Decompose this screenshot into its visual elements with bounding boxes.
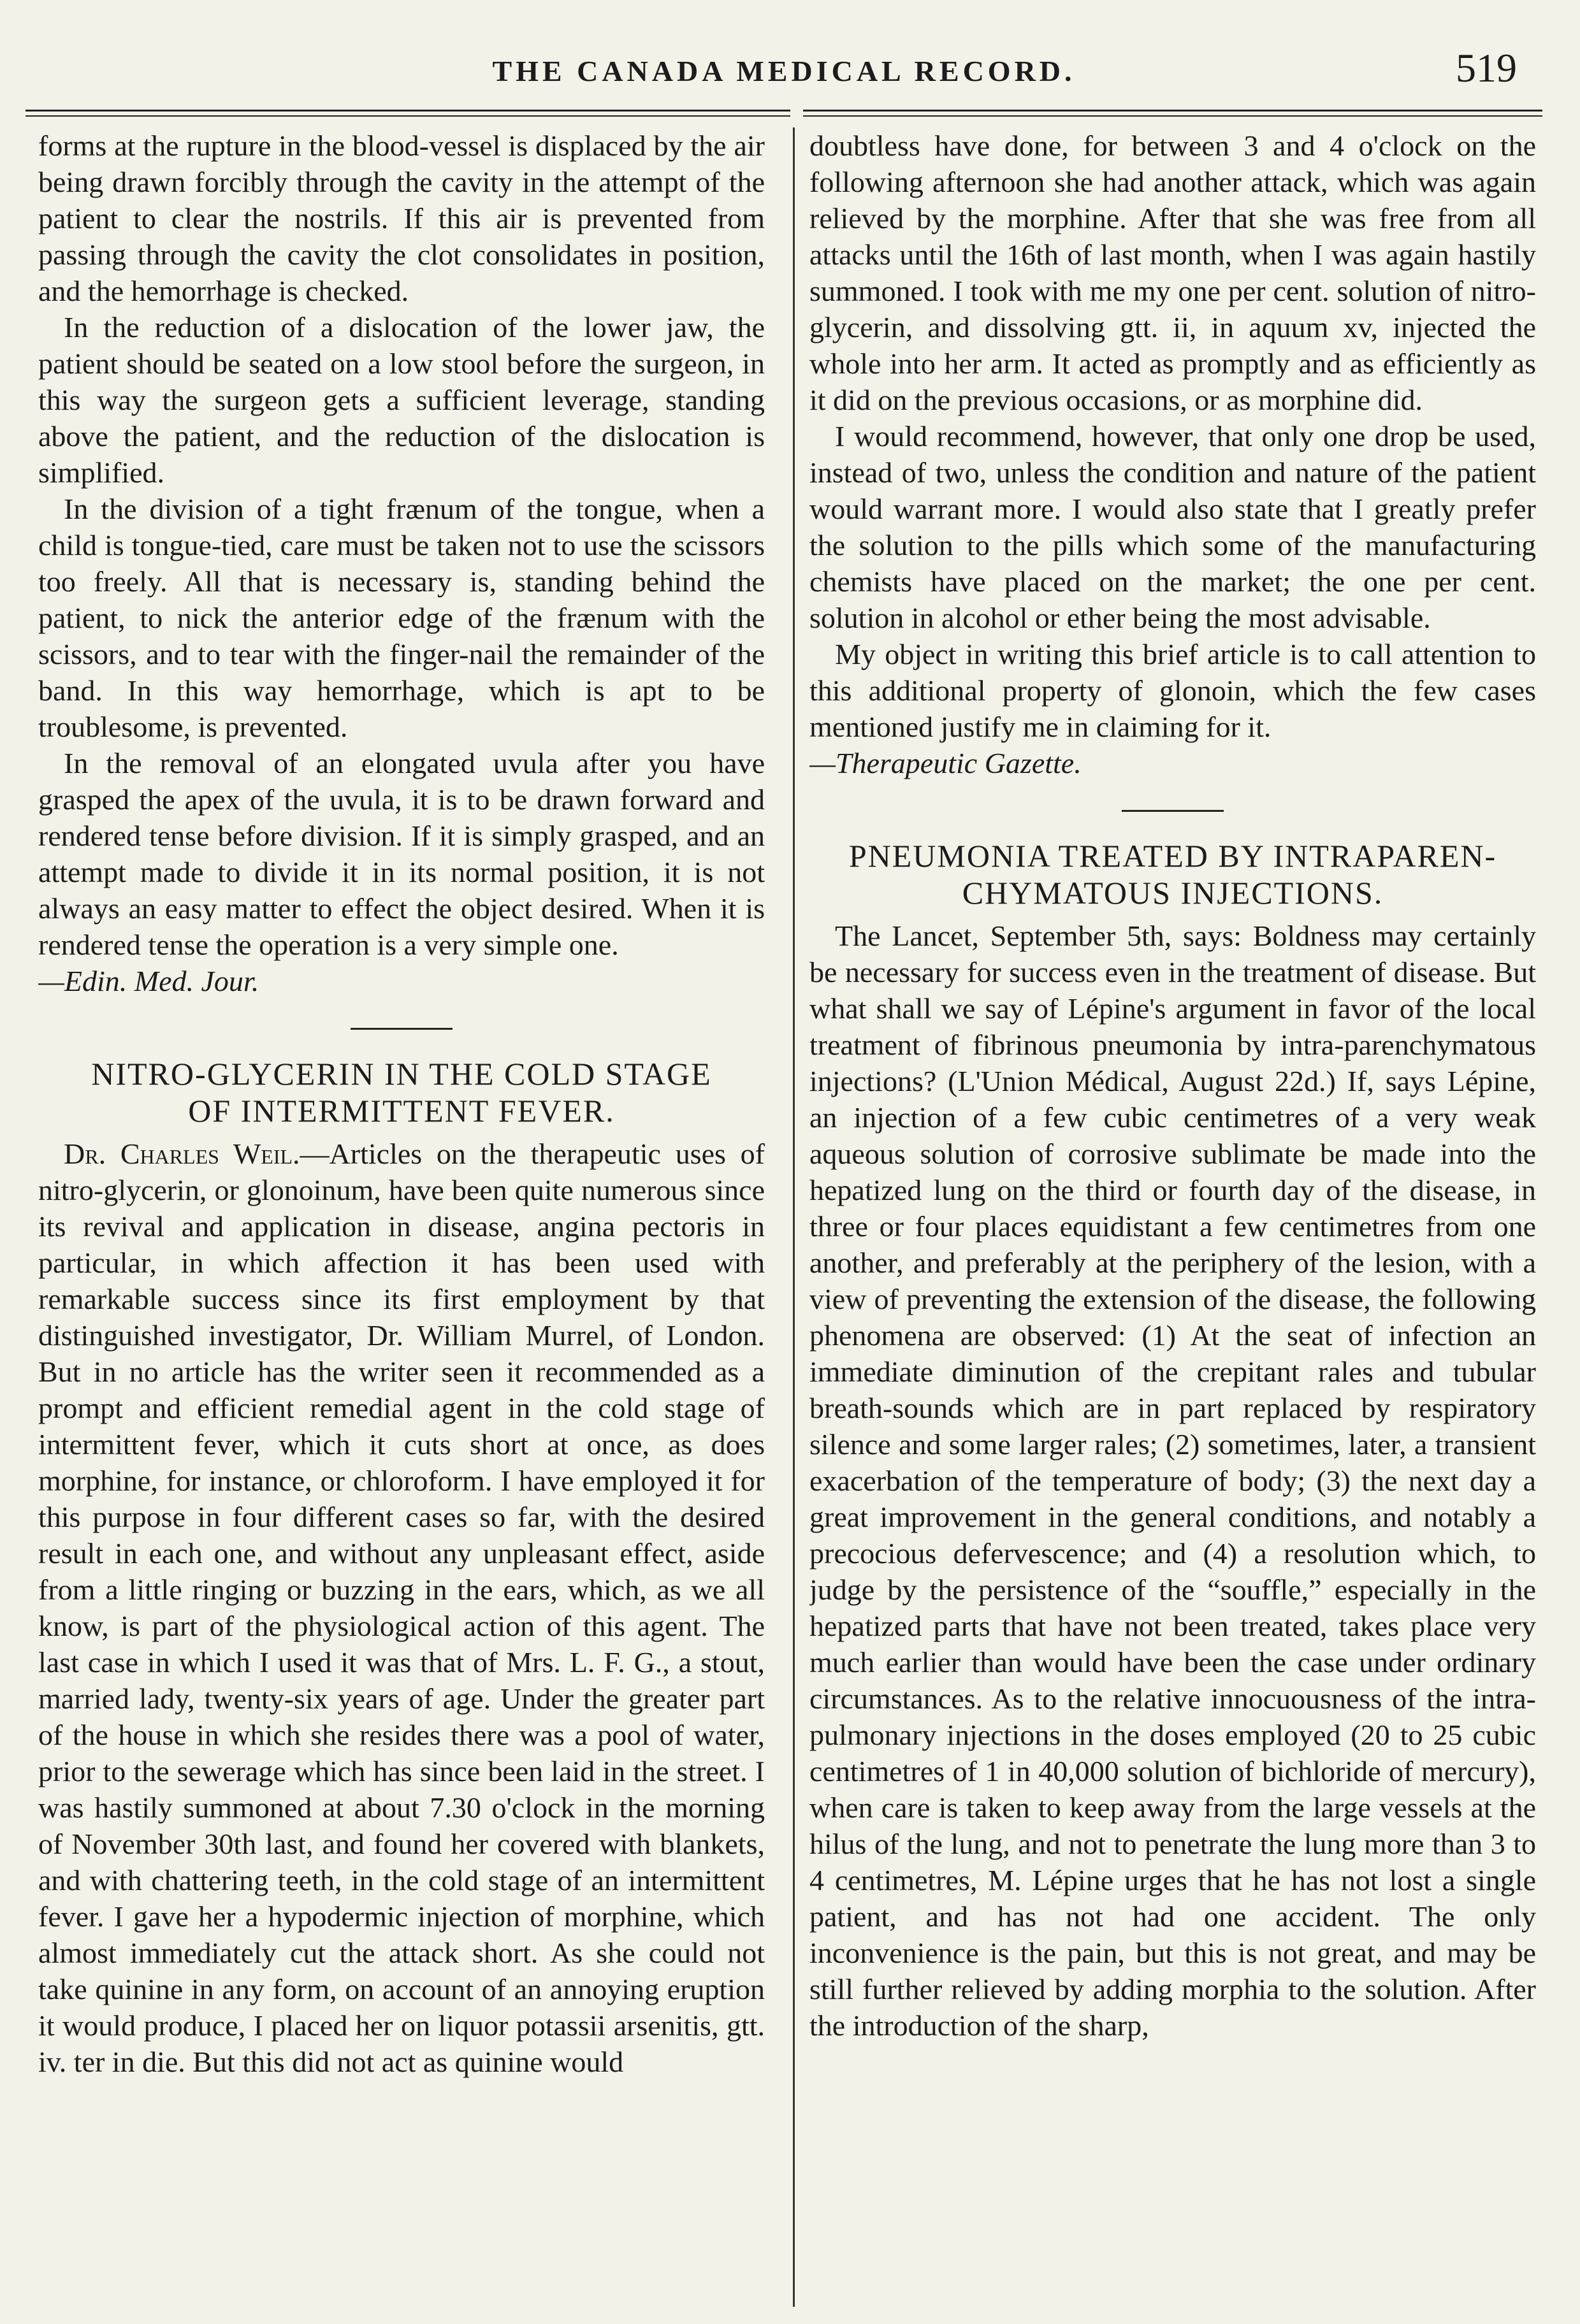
column-divider <box>793 127 795 2307</box>
paragraph: In the division of a tight frænum of the tongue, when a child is tongue-tied, care must be taken not to use the scissors too freely. All that is necessary is, standing behind the patient, to nick the anterior edge of the frænum with the scissors, and to tear with the finger-nail the remainder of the band. In this way hemorrhage, which is apt to be troublesome, is prevented. <box>38 493 765 743</box>
paragraph: The Lancet, September 5th, says: Boldness may certainly be necessary for success even in the treatment of disease. But what shall we say of Lépine's argument in favor of the local treatment of fibrinous pneumonia by intra-parenchymatous injections? (L'Union Médical, August 22d.) If, says Lépine, an injection of a few cubic centimetres of a very weak aqueous solution of corrosive sublimate be made into the hepatized lung on the third or fourth day of the disease, in three or four places equidistant a few centimetres from one another, and preferably at the periphery of the lesion, with a view of preventing the extension of the disease, the following phenomena are observed: (1) At the seat of infection an immediate diminution of the crepitant rales and tubular breath-sounds which are in part replaced by respiratory silence and some larger rales; (2) sometimes, later, a transient exacerbation of the temperature of body; (3) the next day a great improvement in the general conditions, and notably a precocious defervescence; and (4) a resolution which, to judge by the persistence of the “souffle,” especially in the hepatized parts that have not been treated, takes place very much earlier than would have been the case under ordinary circumstances. As to the relative innocuousness of the intra-pulmonary injections in the doses employed (20 to 25 cubic centimetres of 1 in 40,000 solution of bichloride of mercury), when care is taken to keep away from the large vessels at the hilus of the lung, and not to penetrate the lung more than 3 to 4 centimetres, M. Lépine urges that he has not lost a single patient, and has not had one accident. The only inconvenience is the pain, but this is not great, and may be still further relieved by adding morphia to the solution. After the introduction of the sharp, <box>809 920 1536 2042</box>
article-heading <box>809 837 1536 911</box>
article-heading-line: CHYMATOUS INJECTIONS. <box>962 875 1384 911</box>
running-title: THE CANADA MEDICAL RECORD. <box>492 55 1076 87</box>
section-divider <box>1122 810 1224 812</box>
article-source: —Edin. Med. Jour. <box>38 965 259 997</box>
section-divider <box>351 1028 453 1030</box>
left-column <box>38 127 765 2294</box>
article-heading <box>38 1055 765 1129</box>
article-heading-line: OF INTERMITTENT FEVER. <box>188 1093 615 1129</box>
paragraph: I would recommend, however, that only one drop be used, instead of two, unless the condition and nature of the patient would warrant more. I would also state that I greatly prefer the solution to the pills which some of the manufacturing chemists have placed on the market; the one per cent. solution in alcohol or ether being the most advisable. <box>809 420 1536 634</box>
page-header <box>38 38 1530 102</box>
paragraph: My object in writing this brief article is to call attention to this additional property of glonoin, which the few cases mentioned justify me in claiming for it. <box>809 638 1536 743</box>
page-number: 519 <box>1456 45 1517 90</box>
right-column <box>809 127 1536 2294</box>
article-source: —Therapeutic Gazette. <box>809 747 1082 779</box>
header-rule-right <box>803 110 1542 117</box>
paragraph-text: —Articles on the therapeutic uses of nitro-glycerin, or glonoinum, have been quite numerous since its revival and application in disease, angina pectoris in particular, in which affection it has been used with remarkable success since its first employment by that distinguished investigator, Dr. William Murrel, of London. But in no article has the writer seen it recommended as a prompt and efficient remedial agent in the cold stage of intermittent fever, which it cuts short at once, as does morphine, for instance, or chloroform. I have employed it for this purpose in four different cases so far, with the desired result in each one, and without any unpleasant effect, aside from a little ringing or buzzing in the ears, which, as we all know, is part of the physiological action of this agent. The last case in which I used it was that of Mrs. L. F. G., a stout, married lady, twenty-six years of age. Under the greater part of the house in which she resides there was a pool of water, prior to the sewerage which has since been laid in the street. I was hastily summoned at about 7.30 o'clock in the morning of November 30th last, and found her covered with blankets, and with chattering teeth, in the cold stage of an intermittent fever. I gave her a hypodermic injection of morphine, which almost immediately cut the attack short. As she could not take quinine in any form, on account of an annoying eruption it would produce, I placed her on liquor potassii arsenitis, gtt. iv. ter in die. But this did not act as quinine would <box>38 1137 765 2078</box>
article-heading-line: PNEUMONIA TREATED BY INTRAPAREN- <box>848 838 1497 874</box>
paragraph <box>38 1136 765 2080</box>
paragraph: forms at the rupture in the blood-vessel is displaced by the air being drawn forcibly through the cavity in the attempt of the patient to clear the nostrils. If this air is prevented from passing through the cavity the clot consolidates in position, and the hemorrhage is checked. <box>38 129 765 307</box>
paragraph: In the removal of an elongated uvula after you have grasped the apex of the uvula, it is to be drawn forward and rendered tense before division. If it is simply grasped, and an attempt made to divide it in its normal position, it is not always an easy matter to effect the object desired. When it is rendered tense the operation is a very simple one. <box>38 747 765 961</box>
paragraph: In the reduction of a dislocation of the lower jaw, the patient should be seated on a low stool before the surgeon, in this way the surgeon gets a sufficient leverage, standing above the patient, and the reduction of the dislocation is simplified. <box>38 311 765 489</box>
header-rule-left <box>25 110 790 117</box>
article-author: Dr. Charles Weil. <box>64 1137 300 1170</box>
paragraph: doubtless have done, for between 3 and 4 o'clock on the following afternoon she had another attack, which was again relieved by the morphine. After that she was free from all attacks until the 16th of last month, when I was again hastily summoned. I took with me my one per cent. solution of nitro-glycerin, and dissolving gtt. ii, in aquum xv, injected the whole into her arm. It acted as promptly and as efficiently as it did on the previous occasions, or as morphine did. <box>809 129 1536 416</box>
article-heading-line: NITRO-GLYCERIN IN THE COLD STAGE <box>91 1056 712 1092</box>
